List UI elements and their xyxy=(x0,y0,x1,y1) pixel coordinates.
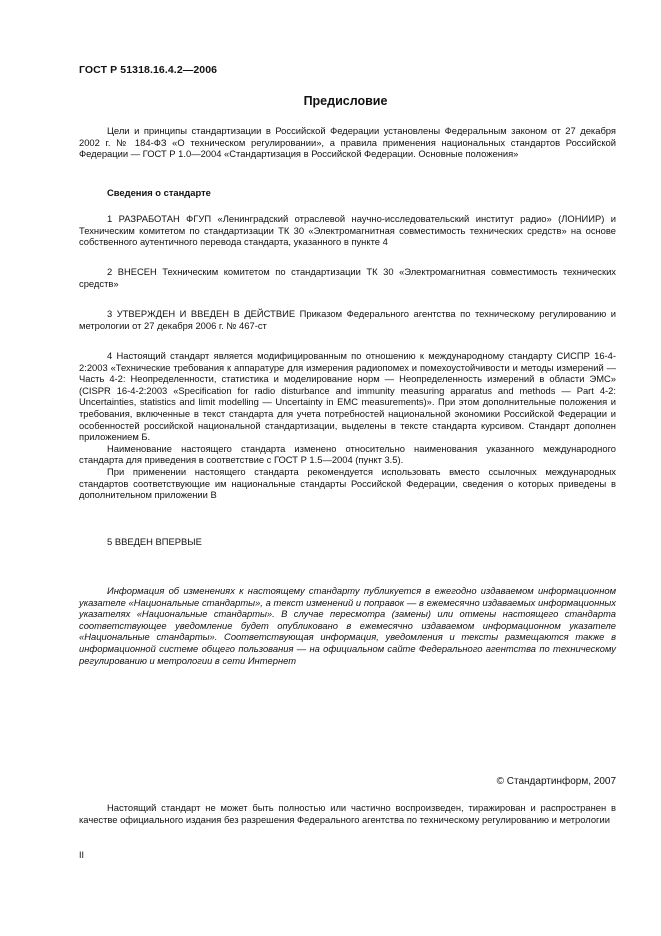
copyright: © Стандартинформ, 2007 xyxy=(496,776,616,787)
item-2-text: 2 ВНЕСЕН Техническим комитетом по стандартизации ТК 30 «Электромагнитная совместимость технических средств» xyxy=(79,266,616,289)
item-4 xyxy=(79,350,616,501)
info-heading-block xyxy=(79,187,616,199)
notice-paragraph xyxy=(79,585,616,666)
item-2 xyxy=(79,266,616,289)
notice-text: Информация об изменениях к настоящему стандарту публикуется в ежегодно издаваемом информационном указателе «Национальные стандарты», а текст изменений и поправок — в ежемесячно издаваемых информационных указателях «Национальные стандарты». В случае пересмотра (замены) или отмены настоящего стандарта соответствующее уведомление будет опубликовано в ежемесячно издаваемом информационном указателе «Национальные стандарты». Соответствующая информация, уведомления и тексты размещаются также в информационной системе общего пользования — на официальном сайте Федерального агентства по техническому регулированию и метрологии в сети Интернет xyxy=(79,585,616,666)
item-3-text: 3 УТВЕРЖДЕН И ВВЕДЕН В ДЕЙСТВИЕ Приказом Федерального агентства по техническому регулированию и метрологии от 27 декабря 2006 г. № 467-ст xyxy=(79,308,616,331)
page-title xyxy=(0,94,661,108)
item-1 xyxy=(79,213,616,248)
item-4-text: 4 Настоящий стандарт является модифицированным по отношению к международному стандарту СИСПР 16-4-2:2003 «Технические требования к аппаратуре для измерения радиопомех и помехоустойчивости и методы измерений — Часть 4-2: Неопределенности, статистика и моделирование норм — Неопределенность измерений в области ЭМС» (CISPR 16-4-2:2003 «Specification for radio disturbance and immunity measuring apparatus and methods — Part 4-2: Uncertainties, statistics and limit modelling — Uncertainty in EMC measurements)». При этом дополнительные положения и требования, включенные в текст стандарта для учета потребностей национальной экономики Российской Федерации и особенностей российской национальной стандартизации, выделены в тексте стандарта курсивом. Стандарт дополнен приложением Б. xyxy=(79,350,616,443)
document-code-header: ГОСТ Р 51318.16.4.2—2006 xyxy=(79,64,218,76)
title-text: Предисловие xyxy=(303,94,388,108)
footer-note-text: Настоящий стандарт не может быть полностью или частично воспроизведен, тиражирован и распространен в качестве официального издания без разрешения Федерального агентства по техническому регулированию и метрологии xyxy=(79,802,616,825)
item-4-references: При применении настоящего стандарта рекомендуется использовать вместо ссылочных международных стандартов соответствующие им национальные стандарты Российской Федерации, сведения о которых приведены в дополнительном приложении В xyxy=(79,465,616,501)
footer-note xyxy=(79,802,616,825)
intro-text: Цели и принципы стандартизации в Российской Федерации установлены Федеральным законом от 27 декабря 2002 г. № 184-ФЗ «О техническом регулировании», а правила применения национальных стандартов Российской Федерации — ГОСТ Р 1.0—2004 «Стандартизация в Российской Федерации. Основные положения» xyxy=(79,125,616,160)
item-1-text: 1 РАЗРАБОТАН ФГУП «Ленинградский отраслевой научно-исследовательский институт радио» (ЛОНИИР) и Техническим комитетом по стандартизации ТК 30 «Электромагнитная совместимость технических средств» на основе собственного аутентичного перевода стандарта, указанного в пункте 4 xyxy=(79,213,616,248)
intro-paragraph xyxy=(79,125,616,160)
page-number: II xyxy=(79,850,85,860)
info-heading: Сведения о стандарте xyxy=(107,187,211,198)
item-5 xyxy=(79,536,616,548)
item-4-name-change: Наименование настоящего стандарта изменено относительно наименования указанного международного стандарта для приведения в соответствие с ГОСТ Р 1.5—2004 (пункт 3.5). xyxy=(79,442,616,466)
item-5-text: 5 ВВЕДЕН ВПЕРВЫЕ xyxy=(107,536,202,547)
item-3 xyxy=(79,308,616,331)
